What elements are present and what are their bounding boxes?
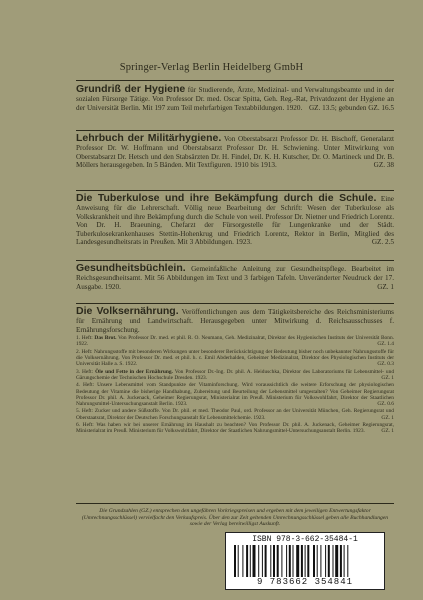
entry-body: für Studierende, Ärzte, Medizinal- und Verwaltungsbeamte und in der sozialen Fürsorge Tätige. Von Professor Dr. med. Oscar Spitta, Geh. Reg.-Rat, Privatdozent der Hygiene an der Universität Berlin. Mit 197 zum Teil mehrfarbigen Textabbildungen. 1920.	[76, 86, 394, 112]
entry-body: Gemeinfaßliche Anleitung zur Gesundheitspflege. Bearbeitet im Reichsgesundheitsamt. Mit 56 Abbildungen im Text und 3 farbigen Tafeln. Unveränderter Neudruck der 17. Ausgabe. 1920.	[76, 265, 394, 291]
barcode-bar	[347, 545, 348, 577]
heft-item	[76, 369, 394, 382]
divider	[76, 303, 394, 304]
heft-number: 6. Heft:	[76, 422, 94, 429]
heft-title: Öle und Fette in der Ernährung.	[95, 368, 173, 375]
barcode-bar	[286, 545, 287, 577]
entry-title: Die Tuberkulose und ihre Bekämpfung durch die Schule.	[76, 192, 377, 204]
heft-number: 3. Heft:	[76, 368, 94, 375]
barcode-bar	[313, 545, 315, 577]
entry-title: Die Volksernährung.	[76, 305, 179, 317]
barcode-bar	[250, 545, 251, 577]
heft-item	[76, 382, 394, 407]
barcode-bars	[234, 545, 376, 577]
heft-text: Zucker und andere Süßstoffe. Von Dr. phil. et med. Theodor Paul, ord. Professor an der Universität München, Geh. Regierungsrat und Oberstaatsrat, Direktor der Deutschen Forschungsanstalt für Lebensmittelchemie. 1923.	[76, 408, 394, 421]
entry-body: Von Oberstabsarzt Professor Dr. H. Bischoff, Generalarzt Professor Dr. W. Hoffmann und Oberstabsarzt Professor Dr. H. Schwiening. Unter Mitwirkung von Oberstabsarzt Dr. Hetsch und den Stabsärzten Dr. H. Findel, Dr. K. H. Kutscher, Dr. O. Martineck und Dr. B. Möllers herausgegeben. In 5 Bänden. Mit Textfiguren. 1910 bis 1913.	[76, 135, 395, 170]
barcode-bar	[344, 545, 345, 577]
entry-title: Lehrbuch der Militärhygiene.	[76, 132, 222, 144]
barcode-bar	[307, 545, 309, 577]
entry-body: Eine Anweisung für die Lehrerschaft. Völlig neue Bearbeitung der Schrift: Wesen der Tuberkulose als Volkskrankheit und ihre Bekämpfung durch die Schule von weil. Professor Dr. Nietner und Friedrich Lorentz. Von Dr. H. Braeuning, Chefarzt der Fürsorgestelle für Lungenkranke und der Städt. Tuberkulosekrankenhauses Stettin-Hohenkrug und Friedrich Lorentz, Rektor in Berlin, Mitglied des Landesgesundheitsrats in Preußen. Mit 3 Abbildungen. 1923.	[76, 195, 394, 247]
barcode-bar	[333, 545, 334, 577]
entry-title: Grundriß der Hygiene	[76, 83, 186, 95]
heft-item	[76, 408, 394, 421]
barcode-bar	[325, 545, 326, 577]
heft-item	[76, 335, 394, 348]
barcode-bar	[289, 545, 291, 577]
entry-volksernaehrung	[76, 306, 394, 435]
heft-price: GZ. 1	[381, 414, 394, 421]
barcode-bar	[335, 545, 338, 577]
heft-item	[76, 422, 394, 435]
divider	[76, 130, 394, 131]
publisher-name: Springer-Verlag Berlin Heidelberg GmbH	[119, 62, 304, 73]
barcode-bar	[340, 545, 342, 577]
barcode-bar	[234, 545, 236, 577]
barcode-bar	[320, 545, 321, 577]
ean-digits: 9 783662 354841	[256, 577, 353, 587]
barcode-bar	[273, 545, 275, 577]
heft-title: Das Brot.	[94, 335, 117, 342]
barcode-bar	[296, 545, 299, 577]
barcode-bar	[328, 545, 330, 577]
entry-price: GZ. 13.5; gebunden GZ. 16.5	[308, 103, 394, 112]
heft-price: GZ. 1	[381, 428, 394, 435]
divider	[76, 260, 394, 261]
heft-text: Was haben wir bei unserer Ernährung im Haushalt zu beachten? Von Professor Dr. phil. A. Juckenack, Geheimer Regierungsrat, Ministerialrat im Preuß. Ministerium für Volkswohlfahrt, Direktor der Staatlichen Nahrungsmittel-Untersuchungsanstalt Berlin. 1923.	[76, 422, 394, 435]
divider	[76, 503, 394, 504]
heft-price: GZ. 0.3	[377, 361, 394, 368]
barcode-bar	[238, 545, 239, 577]
entry-body: Veröffentlichungen aus dem Tätigkeitsbereiche des Reichsministeriums für Ernährung und Landwirtschaft. Herausgegeben unter Mitwirkung d. Reichsausschusses f. Ernährungsforschung.	[76, 308, 394, 334]
entry-gesundheitsbuechlein	[76, 263, 394, 291]
heft-text: Nahrungsstoffe mit besonderen Wirkungen unter besonderer Berücksichtigung der Bedeutung bisher noch unbekannter Nahrungsstoffe für die Volksernährung. Von Professor Dr. med. et phil. h. c. Emil Abderhalden, Geheimer Medizinalrat, Direktor des Physiologischen Instituts der Universität Halle a. S. 1922.	[76, 348, 394, 368]
barcode-bar	[301, 545, 303, 577]
heft-text: Unsere Lebensmittel vom Standpunkte der Vitaminforschung. Wird voraussichtlich die weitere Erforschung der physiologischen Bedeutung der Vitamine die bisherige Handhabung, Zubereitung und Beurteilung der Lebensmittel umgestalten? Von Geheimer Regierungsrat Professor Dr. phil. A. Juckenack, Geheimer Regierungsrat, Ministerialrat im Preuß. Ministerium für Volkswohlfahrt, Direktor der Staatlichen Nahrungsmittel-Untersuchungsanstalt Berlin. 1923.	[76, 382, 395, 408]
heft-text: Von Professor Dr. med. et phil. R. O. Neumann, Geh. Medizinalrat, Direktor des Hygienischen Instituts der Universität Bonn. 1922.	[76, 335, 394, 348]
heft-number: 2. Heft:	[76, 348, 93, 355]
entry-tuberkulose	[76, 193, 394, 247]
heft-price: GZ. 0.6	[377, 401, 394, 408]
barcode-bar	[270, 545, 271, 577]
isbn-barcode	[225, 532, 385, 590]
heft-item	[76, 349, 394, 368]
heft-number: 4. Heft:	[76, 382, 95, 389]
heft-text: Von Professor Dr.-Ing. Dr. phil. A. Heiduschka, Direktor des Laboratoriums für Lebensmittel- und Gärungschemie der Technischen Hochschule Dresden. 1923.	[76, 368, 395, 381]
barcode-bar	[242, 545, 243, 577]
barcode-bar	[258, 545, 259, 577]
divider	[76, 190, 394, 191]
entry-title: Gesundheitsbüchlein.	[76, 262, 186, 274]
heft-price: GZ. 1	[381, 374, 394, 381]
barcode-bar	[281, 545, 282, 577]
barcode-bar	[265, 545, 267, 577]
barcode-bar	[253, 545, 256, 577]
barcode-bar	[293, 545, 294, 577]
barcode-bar	[317, 545, 318, 577]
heft-number: 1. Heft:	[76, 335, 93, 342]
top-rule	[76, 80, 394, 81]
heft-number: 5. Heft:	[76, 408, 93, 415]
barcode-bar	[262, 545, 263, 577]
heft-price: GZ. 1.4	[377, 341, 394, 348]
entry-hygiene	[76, 84, 394, 112]
entry-price: GZ. 1	[377, 282, 394, 291]
barcode-bar	[246, 545, 248, 577]
price-footnote: Die Grundzahlen (GZ.) entsprechen den ungefähren Vorkriegspreisen und ergeben mit dem jeweiligen Entwertungsfaktor (Umrechnungsschlüssel) vervielfacht den Verkaufspreis. Über den zur Zeit geltenden Umrechnungsschlüssel geben alle Buchhandlungen sowie der Verlag bereitwilligst Auskunft.	[81, 508, 389, 528]
entry-militaerhygiene	[76, 133, 394, 170]
barcode-bar	[305, 545, 306, 577]
entry-price: GZ. 2.5	[371, 238, 394, 247]
isbn-text: ISBN 978-3-662-35484-1	[252, 535, 358, 544]
barcode-bar	[277, 545, 279, 577]
entry-price: GZ. 38	[373, 161, 394, 170]
